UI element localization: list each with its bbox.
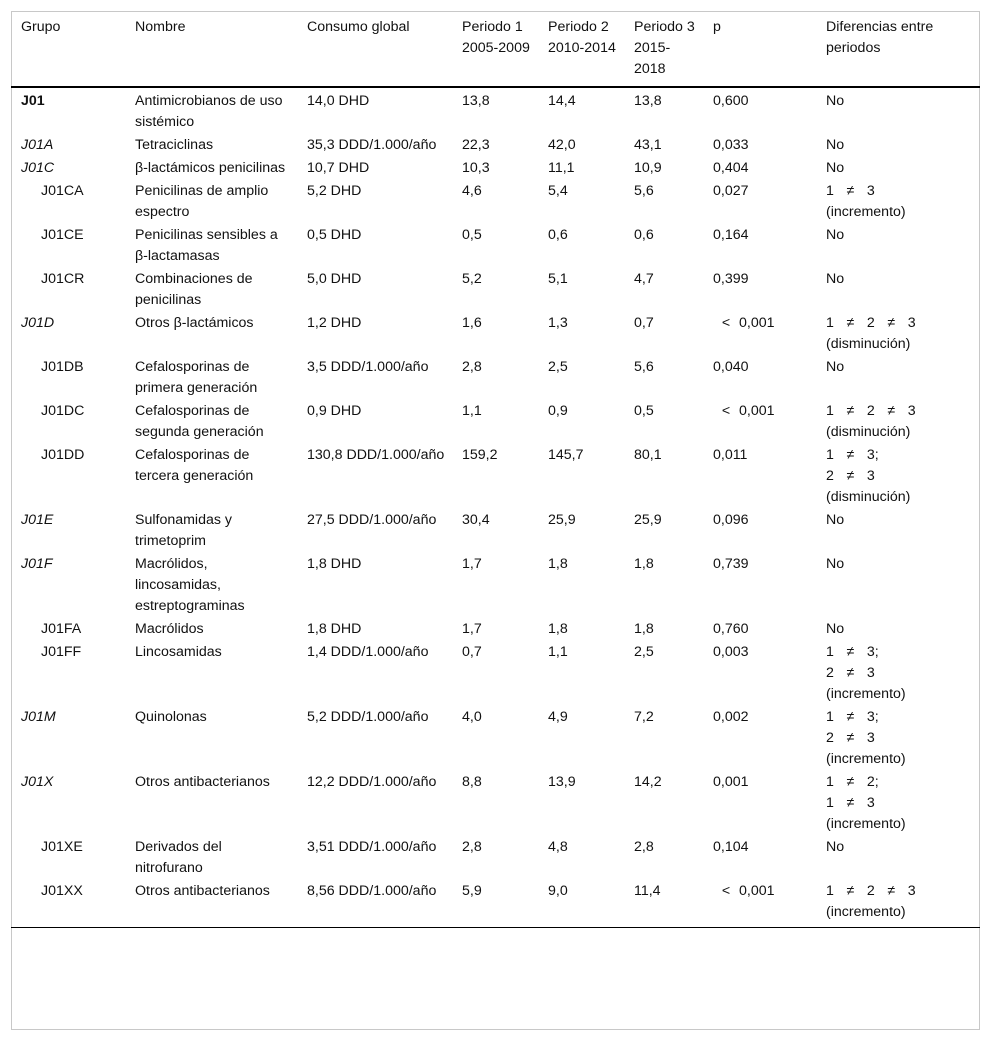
header-periodo-3: Periodo 3 2015-2018	[634, 19, 695, 77]
cell-nombre: Antimicrobianos de uso sistémico	[135, 93, 283, 130]
header-periodo-1: Periodo 1 2005-2009	[462, 19, 530, 56]
cell-grupo: J01DD	[41, 447, 85, 463]
cell-nombre: Sulfonamidas y trimetoprim	[135, 512, 232, 549]
antimicrobial-consumption-table	[11, 12, 980, 928]
diferencias-line: 1≠3;	[826, 709, 879, 725]
table-row	[11, 87, 980, 134]
cell-grupo: J01CE	[41, 227, 84, 243]
cell-consumo: 10,7 DHD	[307, 160, 370, 176]
cell-diferencias	[816, 224, 980, 268]
cell-diferencias	[816, 553, 980, 618]
cell-diferencias	[816, 880, 980, 928]
cell-nombre: Penicilinas sensibles a β-lactamasas	[135, 227, 278, 264]
table-row	[11, 157, 980, 180]
table-row	[11, 553, 980, 618]
cell-diferencias	[816, 509, 980, 553]
cell-p: 0,011	[713, 447, 748, 463]
cell-consumo: 12,2 DDD/1.000/año	[307, 774, 437, 790]
cell-periodo-3: 2,5	[634, 644, 654, 660]
cell-periodo-1: 4,6	[462, 183, 482, 199]
cell-periodo-3: 5,6	[634, 183, 654, 199]
cell-periodo-2: 2,5	[548, 359, 568, 375]
cell-grupo: J01DB	[41, 359, 84, 375]
cell-periodo-2: 1,3	[548, 315, 568, 331]
cell-diferencias	[816, 771, 980, 836]
cell-periodo-1: 1,7	[462, 621, 482, 637]
cell-periodo-2: 1,1	[548, 644, 568, 660]
cell-periodo-2: 13,9	[548, 774, 576, 790]
cell-periodo-3: 5,6	[634, 359, 654, 375]
diferencias-line: No	[826, 137, 845, 153]
diferencias-line: 2≠3	[826, 468, 875, 484]
diferencias-line: (incremento)	[826, 686, 906, 702]
cell-nombre: Cefalosporinas de segunda generación	[135, 403, 264, 440]
cell-nombre: Quinolonas	[135, 709, 207, 725]
table-row	[11, 312, 980, 356]
cell-periodo-2: 5,1	[548, 271, 568, 287]
table-row	[11, 836, 980, 880]
diferencias-line: (incremento)	[826, 204, 906, 220]
diferencias-line: 2≠3	[826, 665, 875, 681]
cell-periodo-2: 42,0	[548, 137, 576, 153]
cell-diferencias	[816, 312, 980, 356]
cell-periodo-2: 14,4	[548, 93, 576, 109]
cell-diferencias	[816, 268, 980, 312]
cell-p: 0,760	[713, 621, 749, 637]
cell-p: 0,739	[713, 556, 749, 572]
cell-nombre: Penicilinas de amplio espectro	[135, 183, 269, 220]
cell-periodo-3: 1,8	[634, 556, 654, 572]
diferencias-line: (incremento)	[826, 751, 906, 767]
cell-grupo: J01XE	[41, 839, 83, 855]
diferencias-line: 1≠2≠3	[826, 883, 916, 899]
diferencias-line: No	[826, 160, 845, 176]
cell-nombre: Cefalosporinas de primera generación	[135, 359, 258, 396]
cell-grupo: J01FA	[41, 621, 82, 637]
header-diferencias: Diferencias entre periodos	[826, 19, 934, 56]
cell-consumo: 3,51 DDD/1.000/año	[307, 839, 437, 855]
cell-periodo-1: 1,6	[462, 315, 482, 331]
cell-grupo: J01F	[21, 556, 53, 572]
diferencias-line: No	[826, 359, 845, 375]
diferencias-line: No	[826, 839, 845, 855]
cell-periodo-1: 1,7	[462, 556, 482, 572]
cell-consumo: 3,5 DDD/1.000/año	[307, 359, 429, 375]
diferencias-line: 1≠2;	[826, 774, 879, 790]
cell-diferencias	[816, 400, 980, 444]
cell-consumo: 14,0 DHD	[307, 93, 370, 109]
cell-periodo-2: 0,9	[548, 403, 568, 419]
cell-periodo-3: 25,9	[634, 512, 662, 528]
table-row	[11, 618, 980, 641]
cell-diferencias	[816, 618, 980, 641]
cell-periodo-2: 1,8	[548, 621, 568, 637]
cell-periodo-2: 4,8	[548, 839, 568, 855]
cell-p: <0,001	[721, 403, 775, 419]
diferencias-line: No	[826, 227, 845, 243]
diferencias-line: (incremento)	[826, 904, 906, 920]
diferencias-line: (disminución)	[826, 336, 911, 352]
table-row	[11, 706, 980, 771]
cell-p: <0,001	[721, 883, 775, 899]
cell-nombre: Tetraciclinas	[135, 137, 214, 153]
cell-periodo-1: 5,9	[462, 883, 482, 899]
header-nombre: Nombre	[135, 19, 186, 35]
cell-periodo-3: 7,2	[634, 709, 654, 725]
cell-periodo-2: 145,7	[548, 447, 584, 463]
cell-diferencias	[816, 836, 980, 880]
cell-periodo-3: 0,5	[634, 403, 654, 419]
cell-periodo-1: 2,8	[462, 839, 482, 855]
cell-nombre: Otros β-lactámicos	[135, 315, 254, 331]
cell-grupo: J01CR	[41, 271, 85, 287]
table-row	[11, 134, 980, 157]
diferencias-line: No	[826, 621, 845, 637]
diferencias-line: 1≠3	[826, 795, 875, 811]
table-row	[11, 224, 980, 268]
diferencias-line: No	[826, 556, 845, 572]
diferencias-line: No	[826, 512, 845, 528]
cell-periodo-2: 11,1	[548, 160, 575, 176]
cell-grupo: J01CA	[41, 183, 84, 199]
table-row	[11, 400, 980, 444]
cell-consumo: 1,2 DHD	[307, 315, 362, 331]
cell-periodo-1: 1,1	[462, 403, 482, 419]
cell-grupo: J01XX	[41, 883, 83, 899]
cell-periodo-3: 13,8	[634, 93, 662, 109]
cell-diferencias	[816, 157, 980, 180]
cell-periodo-3: 14,2	[634, 774, 662, 790]
cell-periodo-1: 22,3	[462, 137, 490, 153]
cell-nombre: Derivados del nitrofurano	[135, 839, 222, 876]
cell-nombre: Otros antibacterianos	[135, 774, 270, 790]
header-periodo-2: Periodo 2 2010-2014	[548, 19, 616, 56]
cell-nombre: Otros antibacterianos	[135, 883, 270, 899]
header-grupo: Grupo	[21, 19, 61, 35]
cell-consumo: 130,8 DDD/1.000/año	[307, 447, 445, 463]
cell-periodo-1: 13,8	[462, 93, 490, 109]
table-row	[11, 268, 980, 312]
cell-grupo: J01M	[21, 709, 56, 725]
cell-grupo: J01	[21, 93, 45, 109]
cell-grupo: J01X	[21, 774, 54, 790]
cell-grupo: J01DC	[41, 403, 85, 419]
cell-p: 0,399	[713, 271, 749, 287]
cell-grupo: J01FF	[41, 644, 82, 660]
cell-periodo-3: 0,6	[634, 227, 654, 243]
cell-periodo-3: 43,1	[634, 137, 662, 153]
cell-consumo: 1,4 DDD/1.000/año	[307, 644, 429, 660]
cell-consumo: 27,5 DDD/1.000/año	[307, 512, 437, 528]
cell-periodo-1: 8,8	[462, 774, 482, 790]
cell-p: 0,096	[713, 512, 749, 528]
cell-periodo-2: 9,0	[548, 883, 568, 899]
diferencias-line: 1≠3;	[826, 644, 879, 660]
cell-consumo: 0,9 DHD	[307, 403, 362, 419]
cell-grupo: J01C	[21, 160, 55, 176]
cell-periodo-2: 1,8	[548, 556, 568, 572]
cell-periodo-3: 11,4	[634, 883, 661, 899]
diferencias-line: No	[826, 93, 845, 109]
table-row	[11, 641, 980, 706]
cell-periodo-1: 2,8	[462, 359, 482, 375]
cell-periodo-3: 0,7	[634, 315, 654, 331]
cell-nombre: Lincosamidas	[135, 644, 222, 660]
cell-diferencias	[816, 444, 980, 509]
cell-consumo: 1,8 DHD	[307, 621, 362, 637]
cell-diferencias	[816, 87, 980, 134]
diferencias-line: 2≠3	[826, 730, 875, 746]
cell-consumo: 5,2 DDD/1.000/año	[307, 709, 429, 725]
cell-consumo: 35,3 DDD/1.000/año	[307, 137, 437, 153]
cell-consumo: 1,8 DHD	[307, 556, 362, 572]
cell-periodo-2: 4,9	[548, 709, 568, 725]
cell-p: 0,001	[713, 774, 749, 790]
cell-grupo: J01A	[21, 137, 54, 153]
cell-consumo: 0,5 DHD	[307, 227, 362, 243]
cell-periodo-1: 159,2	[462, 447, 498, 463]
diferencias-line: (disminución)	[826, 489, 911, 505]
cell-periodo-1: 10,3	[462, 160, 490, 176]
cell-consumo: 5,0 DHD	[307, 271, 362, 287]
table-row	[11, 771, 980, 836]
table-row	[11, 444, 980, 509]
diferencias-line: 1≠2≠3	[826, 315, 916, 331]
cell-p: 0,002	[713, 709, 749, 725]
cell-periodo-2: 0,6	[548, 227, 568, 243]
diferencias-line: (incremento)	[826, 816, 906, 832]
cell-periodo-2: 25,9	[548, 512, 576, 528]
cell-grupo: J01E	[21, 512, 54, 528]
cell-p: <0,001	[721, 315, 775, 331]
cell-diferencias	[816, 641, 980, 706]
cell-periodo-1: 0,5	[462, 227, 482, 243]
cell-periodo-3: 1,8	[634, 621, 654, 637]
cell-p: 0,600	[713, 93, 749, 109]
cell-diferencias	[816, 134, 980, 157]
cell-diferencias	[816, 180, 980, 224]
cell-nombre: Macrólidos, lincosamidas, estreptograminas	[135, 556, 245, 614]
cell-nombre: Combinaciones de penicilinas	[135, 271, 253, 308]
cell-nombre: Cefalosporinas de tercera generación	[135, 447, 254, 484]
cell-p: 0,040	[713, 359, 749, 375]
table-row	[11, 356, 980, 400]
cell-periodo-3: 4,7	[634, 271, 654, 287]
cell-p: 0,033	[713, 137, 749, 153]
table-row	[11, 509, 980, 553]
header-p: p	[713, 19, 721, 35]
diferencias-line: 1≠3;	[826, 447, 879, 463]
header-row	[11, 12, 980, 87]
cell-periodo-3: 80,1	[634, 447, 662, 463]
table-row	[11, 880, 980, 928]
cell-p: 0,003	[713, 644, 749, 660]
cell-consumo: 8,56 DDD/1.000/año	[307, 883, 437, 899]
cell-nombre: Macrólidos	[135, 621, 204, 637]
cell-nombre: β-lactámicos penicilinas	[135, 160, 286, 176]
cell-diferencias	[816, 706, 980, 771]
cell-p: 0,164	[713, 227, 749, 243]
cell-periodo-1: 5,2	[462, 271, 482, 287]
cell-diferencias	[816, 356, 980, 400]
diferencias-line: (disminución)	[826, 424, 911, 440]
cell-p: 0,027	[713, 183, 749, 199]
cell-periodo-1: 4,0	[462, 709, 482, 725]
table-body	[11, 87, 980, 928]
cell-periodo-3: 10,9	[634, 160, 662, 176]
header-consumo: Consumo global	[307, 19, 410, 35]
cell-periodo-1: 30,4	[462, 512, 490, 528]
diferencias-line: 1≠3	[826, 183, 875, 199]
cell-periodo-1: 0,7	[462, 644, 482, 660]
cell-grupo: J01D	[21, 315, 55, 331]
table-row	[11, 180, 980, 224]
cell-p: 0,104	[713, 839, 749, 855]
diferencias-line: 1≠2≠3	[826, 403, 916, 419]
cell-periodo-2: 5,4	[548, 183, 568, 199]
diferencias-line: No	[826, 271, 845, 287]
cell-periodo-3: 2,8	[634, 839, 654, 855]
cell-p: 0,404	[713, 160, 749, 176]
cell-consumo: 5,2 DHD	[307, 183, 362, 199]
